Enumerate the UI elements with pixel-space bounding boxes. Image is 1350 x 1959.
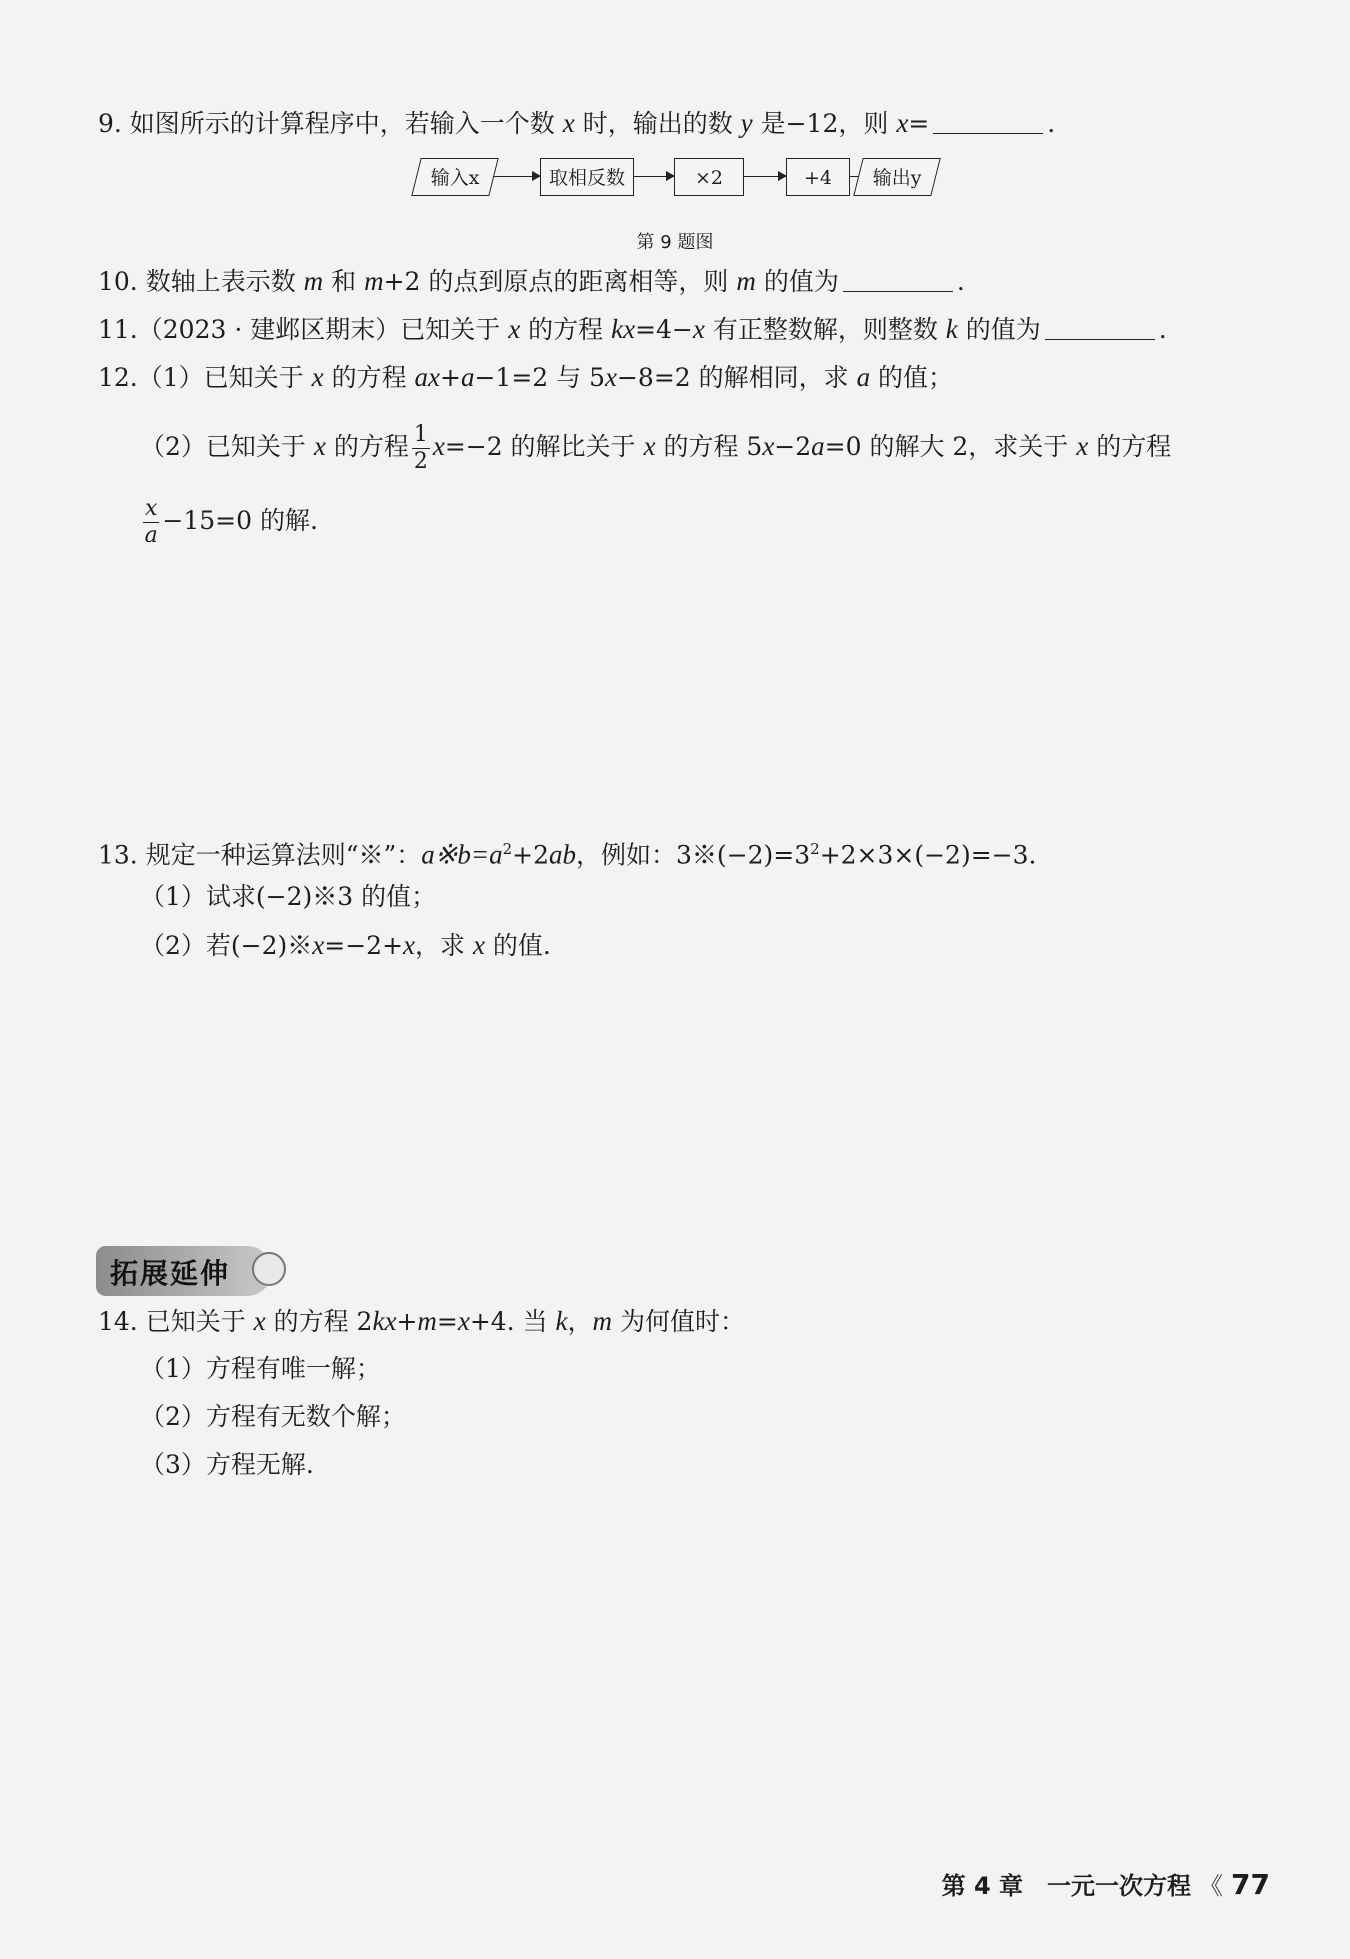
flow-arrow xyxy=(634,176,674,177)
question-13: 13. 规定一种运算法则“※”：$a※b=a^2+2ab$，例如：$3※(-2)=3^2+2\times 3\times(-2)=-3$. xyxy=(98,839,1037,870)
question-14-part3: （3）方程无解. xyxy=(140,1450,314,1479)
answer-blank xyxy=(843,267,953,292)
flowchart xyxy=(412,158,942,200)
question-12-part1: 12.（1）已知关于 x 的方程 ax+a−1=2 与 5x−8=2 的解相同，求 a 的值； xyxy=(98,362,954,392)
flow-step-times2: ×2 xyxy=(674,158,744,196)
flow-step-plus4: +4 xyxy=(786,158,850,196)
answer-blank xyxy=(933,109,1043,134)
section-title: 拓展延伸 xyxy=(110,1257,231,1290)
question-9: 9. 如图所示的计算程序中，若输入一个数 x 时，输出的数 y 是−12，则 x= . xyxy=(98,108,1056,138)
flow-output: 输出y xyxy=(853,158,940,196)
answer-blank xyxy=(1045,315,1155,340)
question-12-part2: （2）已知关于 x 的方程 $\frac{1}{2}$ x=−2 的解比关于 x 的方程 5x−2a=0 的解大 2，求关于 x 的方程 xyxy=(140,422,1172,474)
question-13-part1: （1）试求(−2)※3 的值； xyxy=(140,882,437,911)
section-banner xyxy=(96,1246,272,1296)
question-14: 14. 已知关于 x 的方程 2kx+m=x+4. 当 k，m 为何值时： xyxy=(98,1306,745,1336)
chapter-title: 第 4 章 一元一次方程 xyxy=(941,1872,1192,1900)
question-14-part2: （2）方程有无数个解； xyxy=(140,1402,406,1431)
chevron-left-icon: 《 xyxy=(1199,1872,1224,1900)
flow-arrow xyxy=(744,176,786,177)
figure-caption: 第 9 题图 xyxy=(636,232,714,253)
question-10: 10. 数轴上表示数 m 和 m+2 的点到原点的距离相等，则 m 的值为 . xyxy=(98,266,965,296)
flow-arrow xyxy=(494,176,540,177)
flow-input: 输入x xyxy=(411,158,498,196)
question-14-part1: （1）方程有唯一解； xyxy=(140,1354,381,1383)
lightbulb-icon xyxy=(252,1252,286,1286)
question-13-part2: （2）若(−2)※x=−2+x，求 x 的值. xyxy=(140,930,551,960)
page-number: 77 xyxy=(1231,1868,1270,1901)
page-footer xyxy=(942,1866,1270,1901)
question-11: 11.（2023 · 建邺区期末）已知关于 x 的方程 kx=4−x 有正整数解，则整数 k 的值为 . xyxy=(98,314,1167,344)
question-12-part2-cont: $\frac{x}{a}$ −15=0 的解. xyxy=(144,496,318,548)
flow-step-negate: 取相反数 xyxy=(540,158,634,196)
fraction: $\frac{1}{2}$ xyxy=(413,422,428,474)
fraction: $\frac{x}{a}$ xyxy=(144,496,158,548)
